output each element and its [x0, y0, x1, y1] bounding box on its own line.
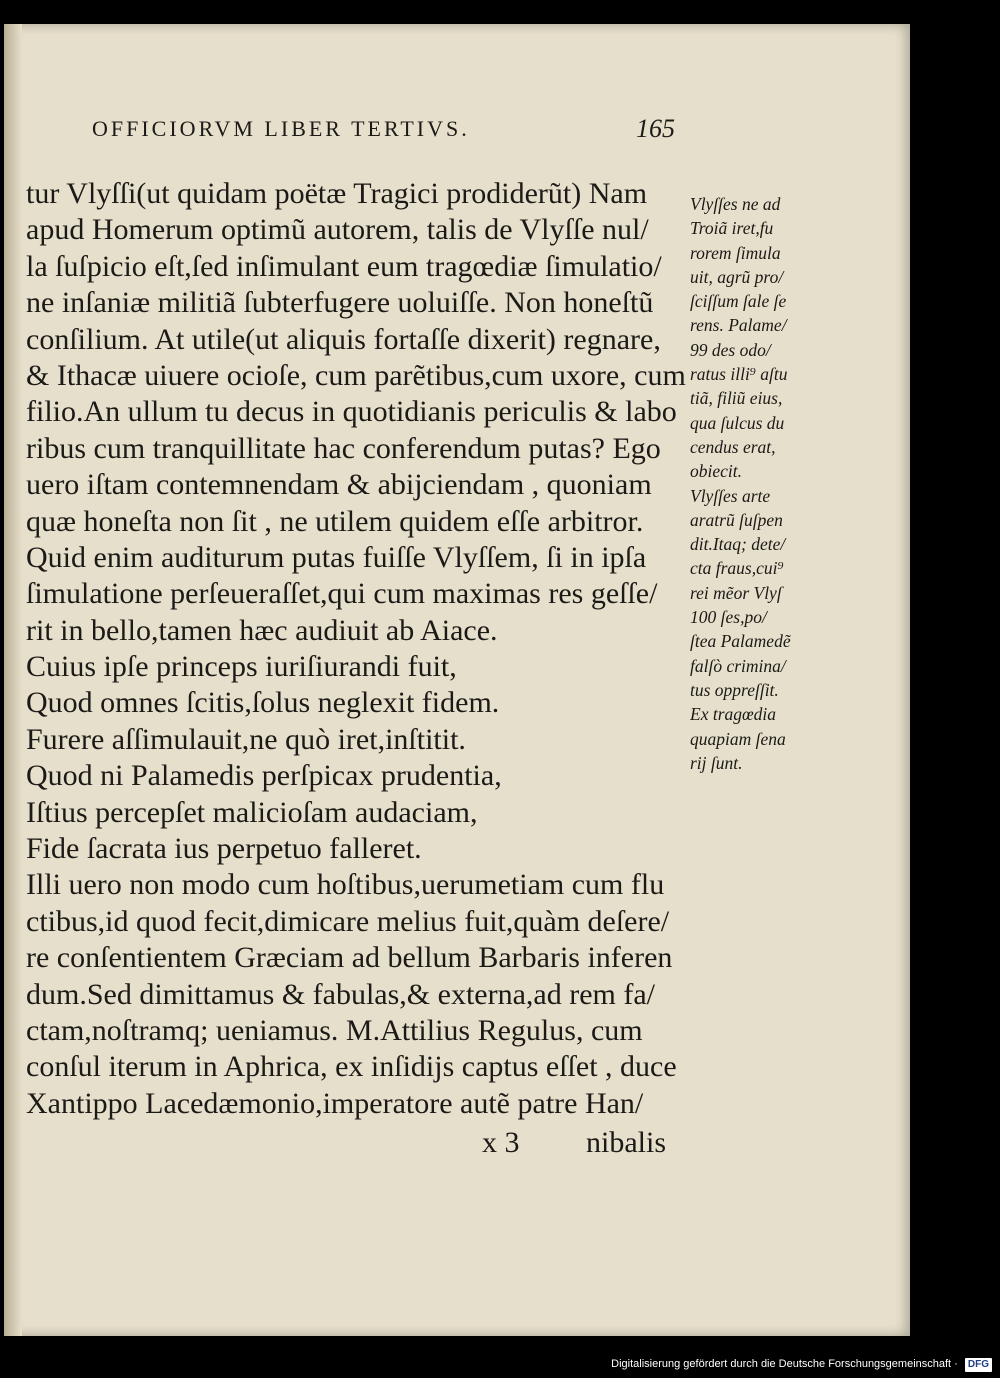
margin-note-line: Ex tragœdia: [690, 704, 777, 725]
page-footer: [26, 1126, 698, 1166]
marginal-notes: [690, 192, 830, 775]
margin-note-line: tiã, filiũ eius,: [690, 388, 783, 409]
text-line: ctibus,id quod fecit,dimicare melius fuit,quàm deſere/: [26, 904, 670, 938]
margin-note-line: rorem ſimula: [690, 242, 781, 263]
text-line: ſimulatione perſeueraſſet,qui cum maximas res geſſe/: [26, 577, 658, 611]
page-spine-shadow: [4, 24, 22, 1336]
page-number: 165: [636, 114, 675, 143]
verse-line: Cuius ipſe princeps iuriſiurandi fuit,: [26, 650, 457, 684]
verse-line: Fide ſacrata ius perpetuo falleret.: [26, 832, 422, 866]
margin-note-line: Troiã iret,fu: [690, 218, 774, 239]
book-page: [4, 24, 910, 1336]
funding-note-text: Digitalisierung gefördert durch die Deutsche Forschungsgemeinschaft ·: [611, 1358, 958, 1370]
margin-note-line: cta fraus,cui⁹: [690, 558, 784, 579]
margin-note-line: Vlyſſes arte: [690, 485, 771, 506]
margin-note-line: falſò crimina/: [690, 655, 786, 676]
funding-note: [611, 1356, 992, 1372]
text-line: uero iſtam contemnendam & abijciendam , quoniam: [26, 468, 652, 502]
text-line: filio.An ullum tu decus in quotidianis periculis & labo: [26, 395, 677, 429]
margin-note-line: rei mẽor Vlyſ: [690, 582, 782, 603]
text-line: rit in bello,tamen hæc audiuit ab Aiace.: [26, 613, 498, 647]
text-line: conſilium. At utile(ut aliquis fortaſſe dixerit) regnare,: [26, 322, 661, 356]
margin-note-line: rij ſunt.: [690, 752, 743, 773]
margin-note-line: ſciſſum ſale ſe: [690, 291, 787, 312]
margin-note-line: tus oppreſſit.: [690, 679, 779, 700]
text-line: Quid enim auditurum putas fuiſſe Vlyſſem, ſi in ipſa: [26, 540, 647, 574]
margin-note-line: obiecit.: [690, 461, 742, 482]
verse-line: Iſtius percepſet malicioſam audaciam,: [26, 795, 478, 829]
margin-note-line: 100 ſes,po/: [690, 607, 767, 628]
margin-note-line: qua ſulcus du: [690, 412, 785, 433]
text-line: Xantippo Lacedæmonio,imperatore autẽ patre Han/: [26, 1086, 644, 1120]
running-header: [92, 116, 692, 152]
margin-note-line: Vlyſſes ne ad: [690, 194, 781, 214]
text-line: conſul iterum in Aphrica, ex inſidijs captus eſſet , duce: [26, 1050, 677, 1084]
text-line: & Ithacæ uiuere ocioſe, cum parẽtibus,cum uxore, cum: [26, 358, 686, 392]
verse-line: Quod ni Palamedis perſpicax prudentia,: [26, 759, 502, 793]
text-line: ne inſaniæ militiã ſubterfugere uoluiſſe. Non honeſtũ: [26, 286, 654, 320]
text-line: la ſuſpicio eſt,ſed inſimulant eum tragœdiæ ſimulatio/: [26, 249, 662, 283]
text-line: ctam,noſtramq; ueniamus. M.Attilius Regulus, cum: [26, 1013, 643, 1047]
text-line: dum.Sed dimittamus & fabulas,& externa,ad rem fa/: [26, 977, 656, 1011]
margin-note-line: ſtea Palamedẽ: [690, 631, 791, 652]
catchword: nibalis: [586, 1126, 666, 1159]
margin-note-line: cendus erat,: [690, 436, 776, 457]
margin-note-line: rens. Palame/: [690, 315, 787, 336]
text-line: Illi uero non modo cum hoſtibus,uerumetiam cum flu: [26, 868, 665, 902]
text-line: ribus cum tranquillitate hac conferendum putas? Ego: [26, 431, 661, 465]
text-line: apud Homerum optimũ autorem, talis de Vlyſſe nul/: [26, 213, 649, 247]
verse-line: Furere aſſimulauit,ne quò iret,inſtitit.: [26, 722, 466, 756]
margin-note-line: ratus illi⁹ aſtu: [690, 364, 788, 385]
running-title: OFFICIORVM LIBER TERTIVS.: [92, 116, 470, 141]
text-line: quæ honeſta non ſit , ne utilem quidem eſſe arbitror.: [26, 504, 644, 538]
dfg-logo-icon: DFG: [965, 1358, 992, 1372]
signature-mark: x 3: [482, 1126, 520, 1159]
main-text-block: [26, 176, 698, 1122]
verse-line: Quod omnes ſcitis,ſolus neglexit fidem.: [26, 686, 500, 720]
text-line: tur Vlyſſi(ut quidam poëtæ Tragici prodiderũt) Nam: [26, 177, 648, 210]
margin-note-line: quapiam ſena: [690, 728, 786, 749]
margin-note-line: uit, agrũ pro/: [690, 266, 784, 287]
margin-note-line: dit.Itaq; dete/: [690, 534, 786, 555]
margin-note-line: 99 des odo/: [690, 339, 771, 360]
margin-note-line: aratrũ ſuſpen: [690, 509, 783, 530]
text-line: re conſentientem Græciam ad bellum Barbaris inferen: [26, 941, 673, 975]
